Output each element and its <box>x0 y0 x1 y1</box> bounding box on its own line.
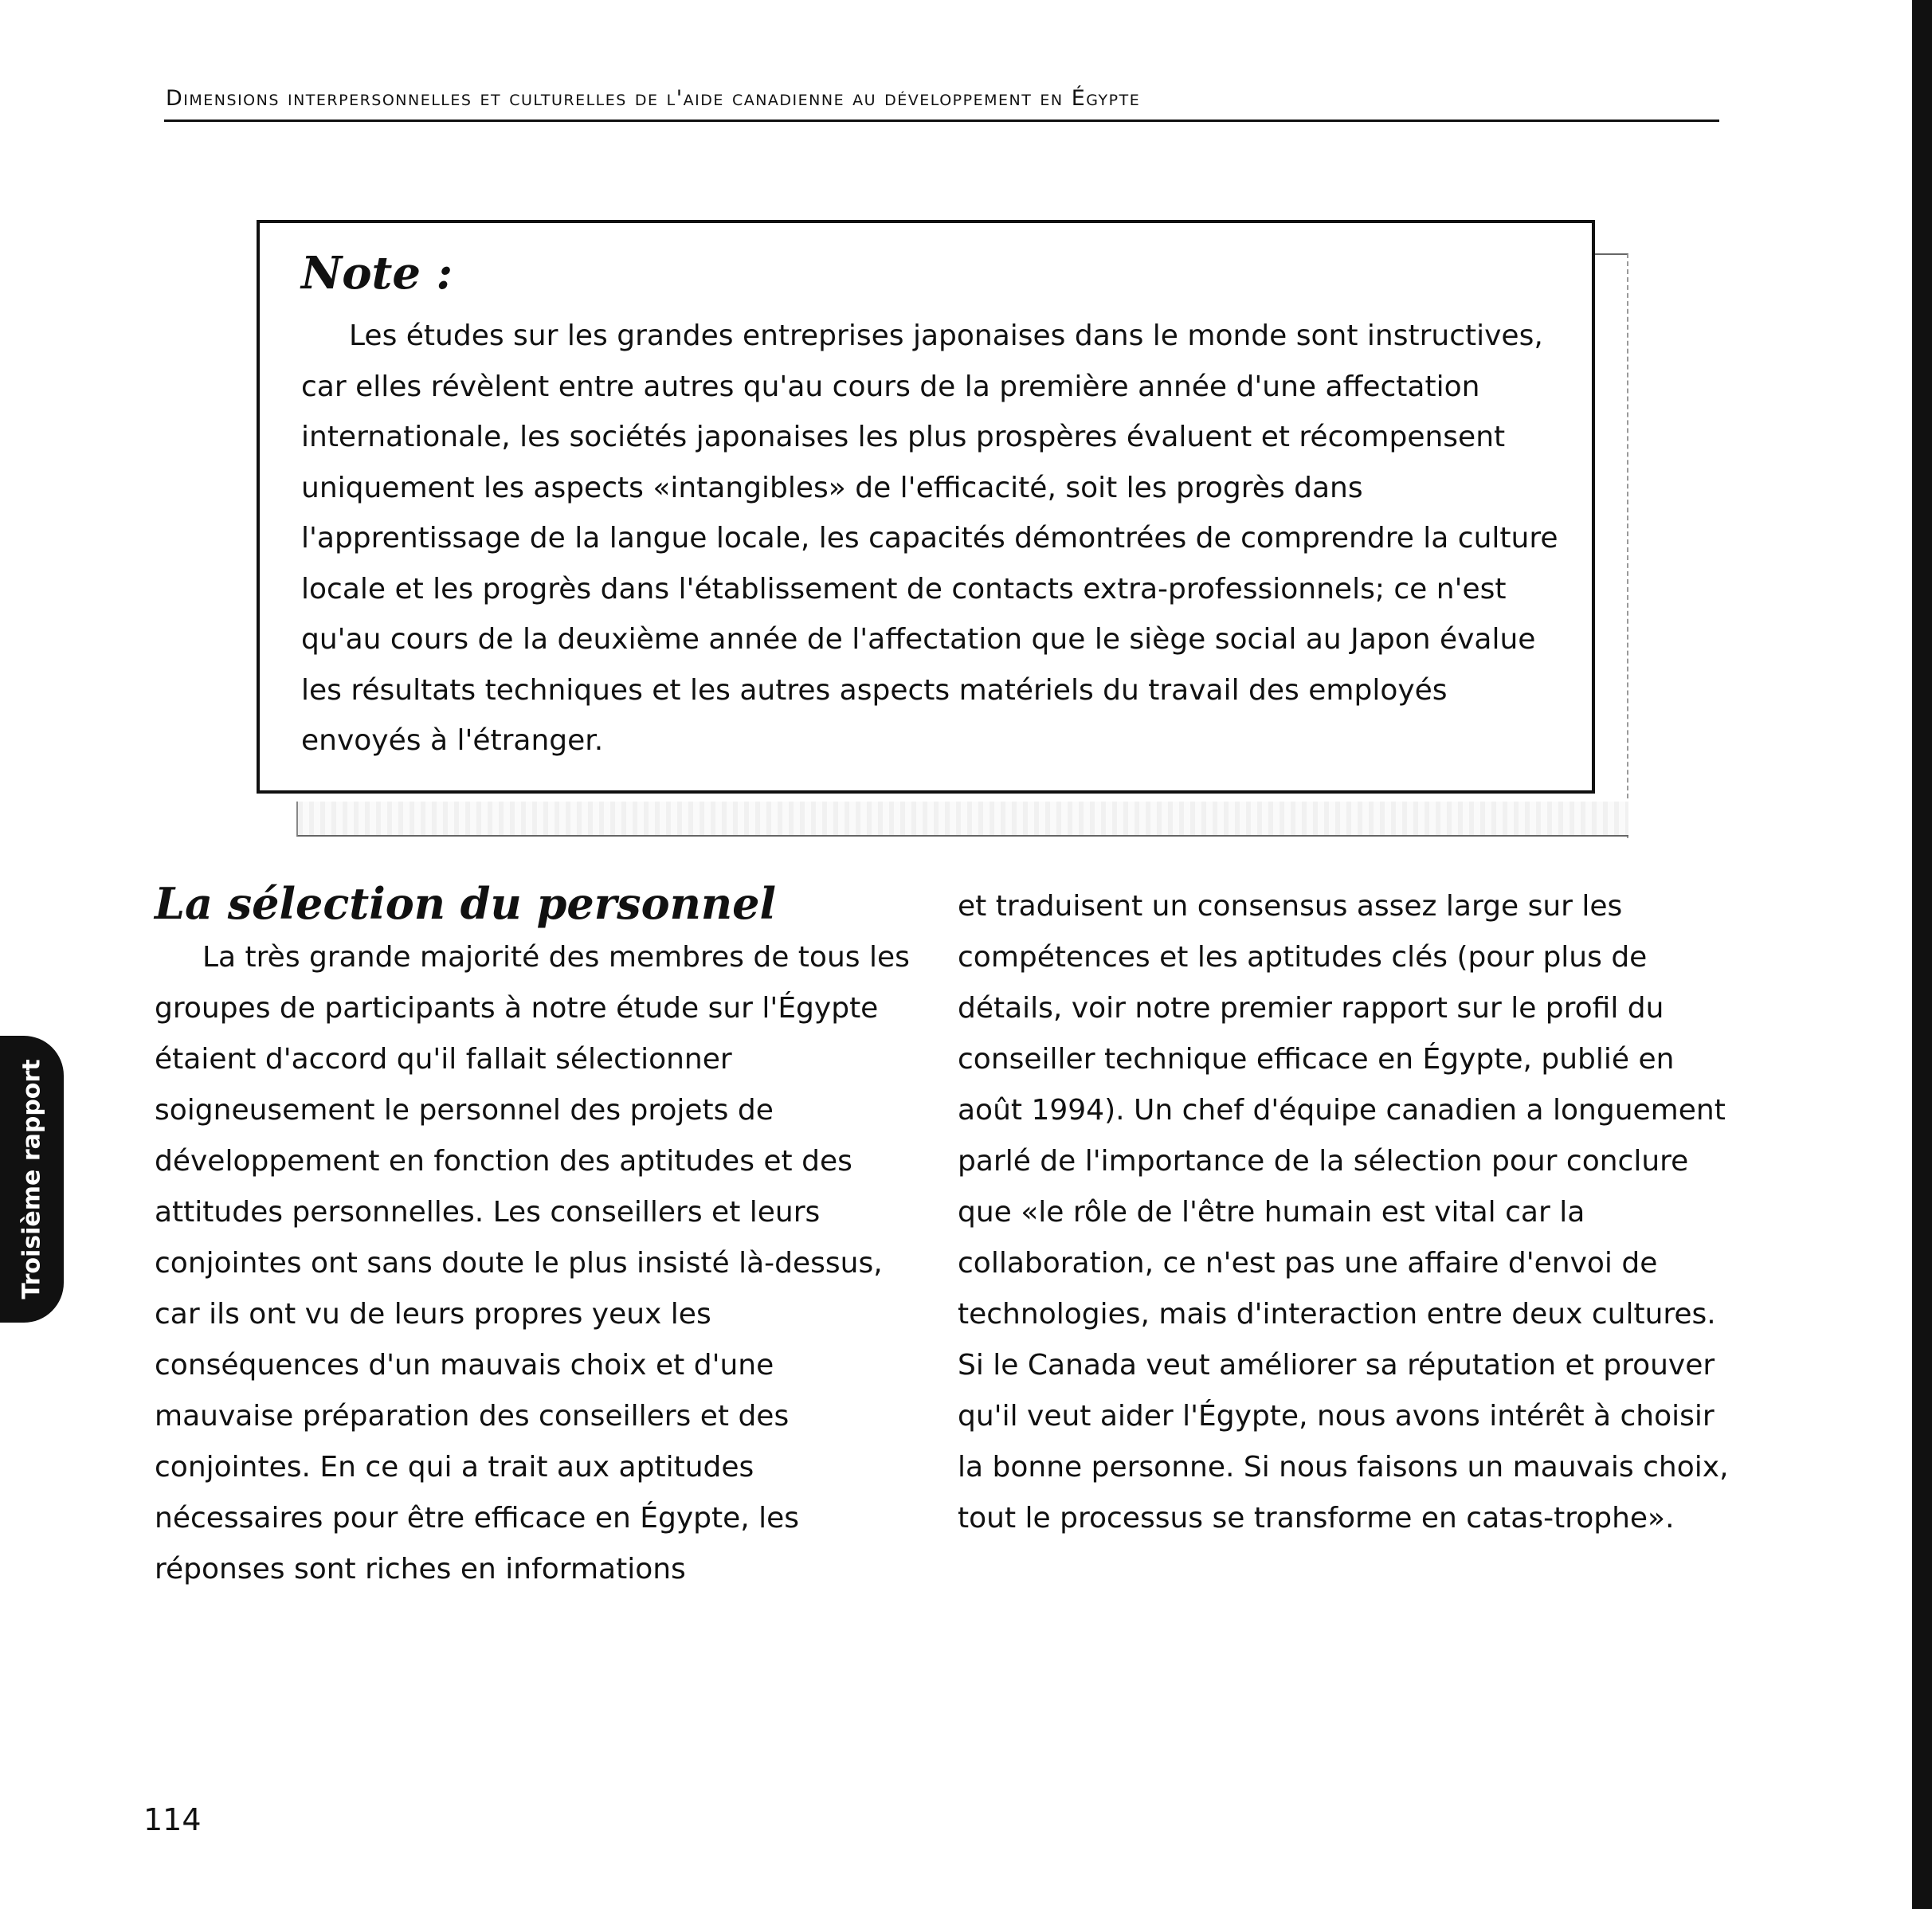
note-title: Note : <box>301 247 453 300</box>
note-box <box>257 220 1595 794</box>
body-column-right: et traduisent un consensus assez large sur les compétences et les aptitudes clés (pour plus de détails, voir notre premier rapport sur le profil du conseiller technique efficace en Égypte, publié en août 1994). Un chef d'équipe canadien a longuement parlé de l'importance de la sélection pour conclure que «le rôle de l'être humain est vital car la collaboration, ce n'est pas une affaire d'envoi de technologies, mais d'interaction entre deux cultures. Si le Canada veut améliorer sa réputation et prouver qu'il veut aider l'Égypte, nous avons intérêt à choisir la bonne personne. Si nous faisons un mauvais choix, tout le processus se transforme en catas-trophe». <box>958 890 1729 1535</box>
page-number: 114 <box>143 1802 202 1837</box>
page-edge-bar <box>1912 0 1932 1909</box>
note-box-shadow-bottom <box>296 802 1628 837</box>
note-body: Les études sur les grandes entreprises japonaises dans le monde sont instructives, car elles révèlent entre autres qu'au cours de la première année d'une affectation internationale, les sociétés japonaises les plus prospères évaluent et récompensent uniquement les aspects «intangibles» de l'efficacité, soit les progrès dans l'apprentissage de la langue locale, les capacités démontrées de comprendre la culture locale et les progrès dans l'établissement de contacts extra-professionnels; ce n'est qu'au cours de la deuxième année de l'affectation que le siège social au Japon évalue les résultats techniques et les autres aspects matériels du travail des employés envoyés à l'étranger. <box>301 319 1558 757</box>
running-head: Dimensions interpersonnelles et culturelles de l'aide canadienne au développement en Égypte <box>166 86 1141 111</box>
section-title: La sélection du personnel <box>155 878 776 929</box>
note-box-shadow-right <box>1595 253 1628 838</box>
header-rule <box>164 120 1719 122</box>
body-column-left: La très grande majorité des membres de tous les groupes de participants à notre étude sur l'Égypte étaient d'accord qu'il fallait sélectionner soigneusement le personnel des projets de développement en fonction des aptitudes et des attitudes personnelles. Les conseillers et leurs conjointes ont sans doute le plus insisté là-dessus, car ils ont vu de leurs propres yeux les conséquences d'un mauvais choix et d'une mauvaise préparation des conseillers et des conjointes. En ce qui a trait aux aptitudes nécessaires pour être efficace en Égypte, les réponses sont riches en informations <box>155 941 910 1586</box>
side-tab-label: Troisième rapport <box>18 1059 46 1299</box>
